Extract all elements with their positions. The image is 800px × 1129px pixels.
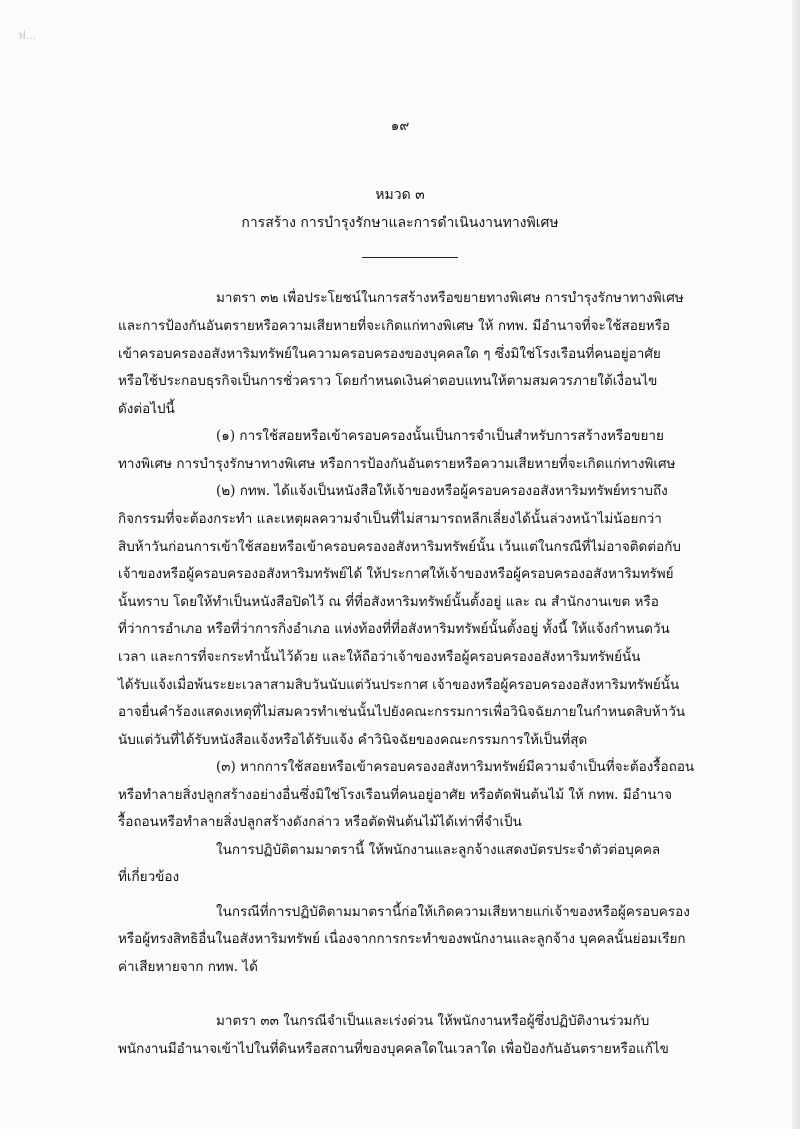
body-line: (๓) หากการใช้สอยหรือเข้าครอบครองอสังหาริมทรัพย์มีความจำเป็นที่จะต้องรื้อถอน [216, 759, 695, 775]
body-line: ได้รับแจ้งเมื่อพ้นระยะเวลาสามสิบวันนับแต่วันประกาศ เจ้าของหรือผู้ครอบครองอสังหาริมทรัพย์นั้น [118, 677, 680, 693]
body-line: ทางพิเศษ การบำรุงรักษาทางพิเศษ หรือการป้องกันอันตรายหรือความเสียหายที่จะเกิดแก่ทางพิเศษ [118, 456, 676, 472]
body-line: สิบห้าวันก่อนการเข้าใช้สอยหรือเข้าครอบครองอสังหาริมทรัพย์นั้น เว้นแต่ในกรณีที่ไม่อาจติดต่อกับ [118, 539, 681, 555]
body-line: และการป้องกันอันตรายหรือความเสียหายที่จะเกิดแก่ทางพิเศษ ให้ กทพ. มีอำนาจที่จะใช้สอยหรือ [118, 318, 671, 334]
body-line: ที่ว่าการอำเภอ หรือที่ว่าการกิ่งอำเภอ แห่งท้องที่ที่อสังหาริมทรัพย์นั้นตั้งอยู่ ทั้งนี้ ให้แจ้งกำหนดวัน [118, 621, 670, 637]
body-line: ค่าเสียหายจาก กทพ. ได้ [118, 959, 258, 975]
chapter-subtitle: การสร้าง การบำรุงรักษาและการดำเนินงานทางพิเศษ [241, 215, 559, 231]
body-line: พนักงานมีอำนาจเข้าไปในที่ดินหรือสถานที่ของบุคคลใดในเวลาใด เพื่อป้องกันอันตรายหรือแก้ไข [118, 1041, 669, 1057]
body-line: (๑) การใช้สอยหรือเข้าครอบครองนั้นเป็นการจำเป็นสำหรับการสร้างหรือขยาย [216, 428, 664, 444]
chapter-title: หมวด ๓ [375, 187, 425, 203]
body-line: หรือผู้ทรงสิทธิอื่นในอสังหาริมทรัพย์ เนื่องจากการกระทำของพนักงานและลูกจ้าง บุคคลนั้นย่อมเรียก [118, 931, 686, 947]
body-line: เวลา และการที่จะกระทำนั้นไว้ด้วย และให้ถือว่าเจ้าของหรือผู้ครอบครองอสังหาริมทรัพย์นั้น [118, 649, 641, 665]
corner-handwritten-mark: ฟ... [18, 29, 37, 42]
body-line: ดังต่อไปนี้ [118, 401, 175, 417]
body-line: ในกรณีที่การปฏิบัติตามมาตรานี้ก่อให้เกิดความเสียหายแก่เจ้าของหรือผู้ครอบครอง [216, 904, 690, 920]
body-line: นับแต่วันที่ได้รับหนังสือแจ้งหรือได้รับแจ้ง คำวินิจฉัยของคณะกรรมการให้เป็นที่สุด [118, 732, 588, 748]
body-line: (๒) กทพ. ได้แจ้งเป็นหนังสือให้เจ้าของหรือผู้ครอบครองอสังหาริมทรัพย์ทราบถึง [216, 483, 668, 499]
body-line: ที่เกี่ยวข้อง [118, 869, 180, 885]
body-line: เจ้าของหรือผู้ครอบครองอสังหาริมทรัพย์ได้ ให้ประกาศให้เจ้าของหรือผู้ครอบครองอสังหาริมทรัพย์ [118, 566, 674, 582]
body-line: หรือทำลายสิ่งปลูกสร้างอย่างอื่นซึ่งมิใช่โรงเรือนที่คนอยู่อาศัย หรือตัดฟันต้นไม้ ให้ กทพ. มีอำนาจ [118, 787, 673, 803]
body-line: ในการปฏิบัติตามมาตรานี้ ให้พนักงานและลูกจ้างแสดงบัตรประจำตัวต่อบุคคล [216, 842, 661, 858]
body-line: นั้นทราบ โดยให้ทำเป็นหนังสือปิดไว้ ณ ที่ที่อสังหาริมทรัพย์นั้นตั้งอยู่ และ ณ สำนักงานเขต หรือ [118, 594, 659, 610]
body-line: มาตรา ๓๓ ในกรณีจำเป็นและเร่งด่วน ให้พนักงานหรือผู้ซึ่งปฏิบัติงานร่วมกับ [216, 1013, 650, 1029]
body-line: มาตรา ๓๒ เพื่อประโยชน์ในการสร้างหรือขยายทางพิเศษ การบำรุงรักษาทางพิเศษ [216, 290, 684, 306]
body-line: หรือใช้ประกอบธุรกิจเป็นการชั่วคราว โดยกำหนดเงินค่าตอบแทนให้ตามสมควรภายใต้เงื่อนไข [118, 373, 658, 389]
page-number: ๑๙ [390, 118, 410, 134]
body-line: รื้อถอนหรือทำลายสิ่งปลูกสร้างดังกล่าว หรือตัดฟันต้นไม้ได้เท่าที่จำเป็น [118, 814, 522, 830]
body-line: เข้าครอบครองอสังหาริมทรัพย์ในความครอบครองของบุคคลใด ๆ ซึ่งมิใช่โรงเรือนที่คนอยู่อาศัย [118, 346, 661, 362]
body-line: อาจยื่นคำร้องแสดงเหตุที่ไม่สมควรทำเช่นนั้นไปยังคณะกรรมการเพื่อวินิจฉัยภายในกำหนดสิบห้าวัน [118, 704, 686, 720]
title-divider-rule [362, 257, 458, 258]
page-edge-shadow [792, 0, 800, 1129]
body-line: กิจกรรมที่จะต้องกระทำ และเหตุผลความจำเป็นที่ไม่สามารถหลีกเลี่ยงได้นั้นล่วงหน้าไม่น้อยกว่า [118, 511, 662, 527]
